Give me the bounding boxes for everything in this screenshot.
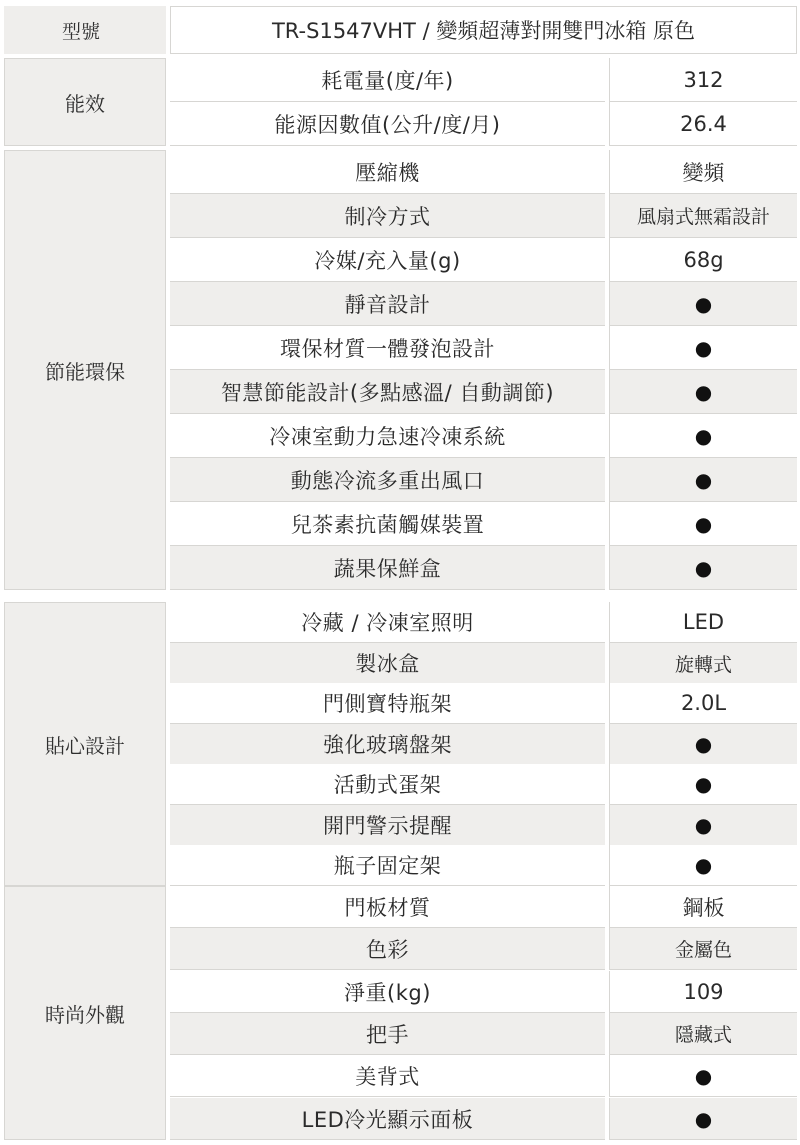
spec-value: 隱藏式 [609,1013,797,1055]
feature-dot: ● [609,326,797,370]
spec-feature: 耗電量(度/年) [170,58,605,102]
spec-feature: 環保材質一體發泡設計 [170,326,605,370]
spec-value: 旋轉式 [609,643,797,684]
feature-dot: ● [609,845,797,886]
spec-value: 金屬色 [609,928,797,970]
feature-dot: ● [609,282,797,326]
spec-feature: 門側寶特瓶架 [170,683,605,724]
spec-feature: 美背式 [170,1055,605,1097]
spec-feature: 冷藏 / 冷凍室照明 [170,602,605,643]
spec-value: LED [609,602,797,643]
feature-dot: ● [609,1055,797,1097]
spec-feature: LED冷光顯示面板 [170,1098,605,1140]
spec-value: 鋼板 [609,886,797,928]
feature-dot: ● [609,724,797,765]
spec-feature: 能源因數值(公升/度/月) [170,102,605,146]
spec-feature: 把手 [170,1013,605,1055]
spec-value: 變頻 [609,150,797,194]
spec-feature: 淨重(kg) [170,971,605,1013]
spec-feature: 色彩 [170,928,605,970]
spec-feature: 壓縮機 [170,150,605,194]
spec-feature: 智慧節能設計(多點感溫/ 自動調節) [170,370,605,414]
spec-feature: 瓶子固定架 [170,845,605,886]
spec-feature: 制冷方式 [170,194,605,238]
spec-feature: 冷凍室動力急速冷凍系統 [170,414,605,458]
feature-dot: ● [609,370,797,414]
feature-dot: ● [609,414,797,458]
feature-dot: ● [609,546,797,590]
spec-feature: 冷媒/充入量(g) [170,238,605,282]
feature-dot: ● [609,1098,797,1140]
category-0: 能效 [4,58,166,146]
feature-dot: ● [609,502,797,546]
spec-feature: 蔬果保鮮盒 [170,546,605,590]
feature-dot: ● [609,458,797,502]
spec-feature: 活動式蛋架 [170,764,605,805]
spec-feature: 製冰盒 [170,643,605,684]
spec-feature: 強化玻璃盤架 [170,724,605,765]
category-3: 時尚外觀 [4,886,166,1140]
spec-feature: 開門警示提醒 [170,805,605,846]
spec-value: 312 [609,58,797,102]
spec-value: 2.0L [609,683,797,724]
feature-dot: ● [609,805,797,846]
spec-value: 26.4 [609,102,797,146]
category-1: 節能環保 [4,150,166,590]
spec-value: 109 [609,971,797,1013]
section-divider [0,594,800,598]
spec-feature: 兒茶素抗菌觸媒裝置 [170,502,605,546]
model-label: 型號 [4,6,166,54]
spec-feature: 門板材質 [170,886,605,928]
model-value: TR-S1547VHT / 變頻超薄對開雙門冰箱 原色 [170,6,797,54]
spec-feature: 動態冷流多重出風口 [170,458,605,502]
category-2: 貼心設計 [4,602,166,886]
spec-feature: 靜音設計 [170,282,605,326]
feature-dot: ● [609,764,797,805]
spec-value: 風扇式無霜設計 [609,194,797,238]
spec-value: 68g [609,238,797,282]
